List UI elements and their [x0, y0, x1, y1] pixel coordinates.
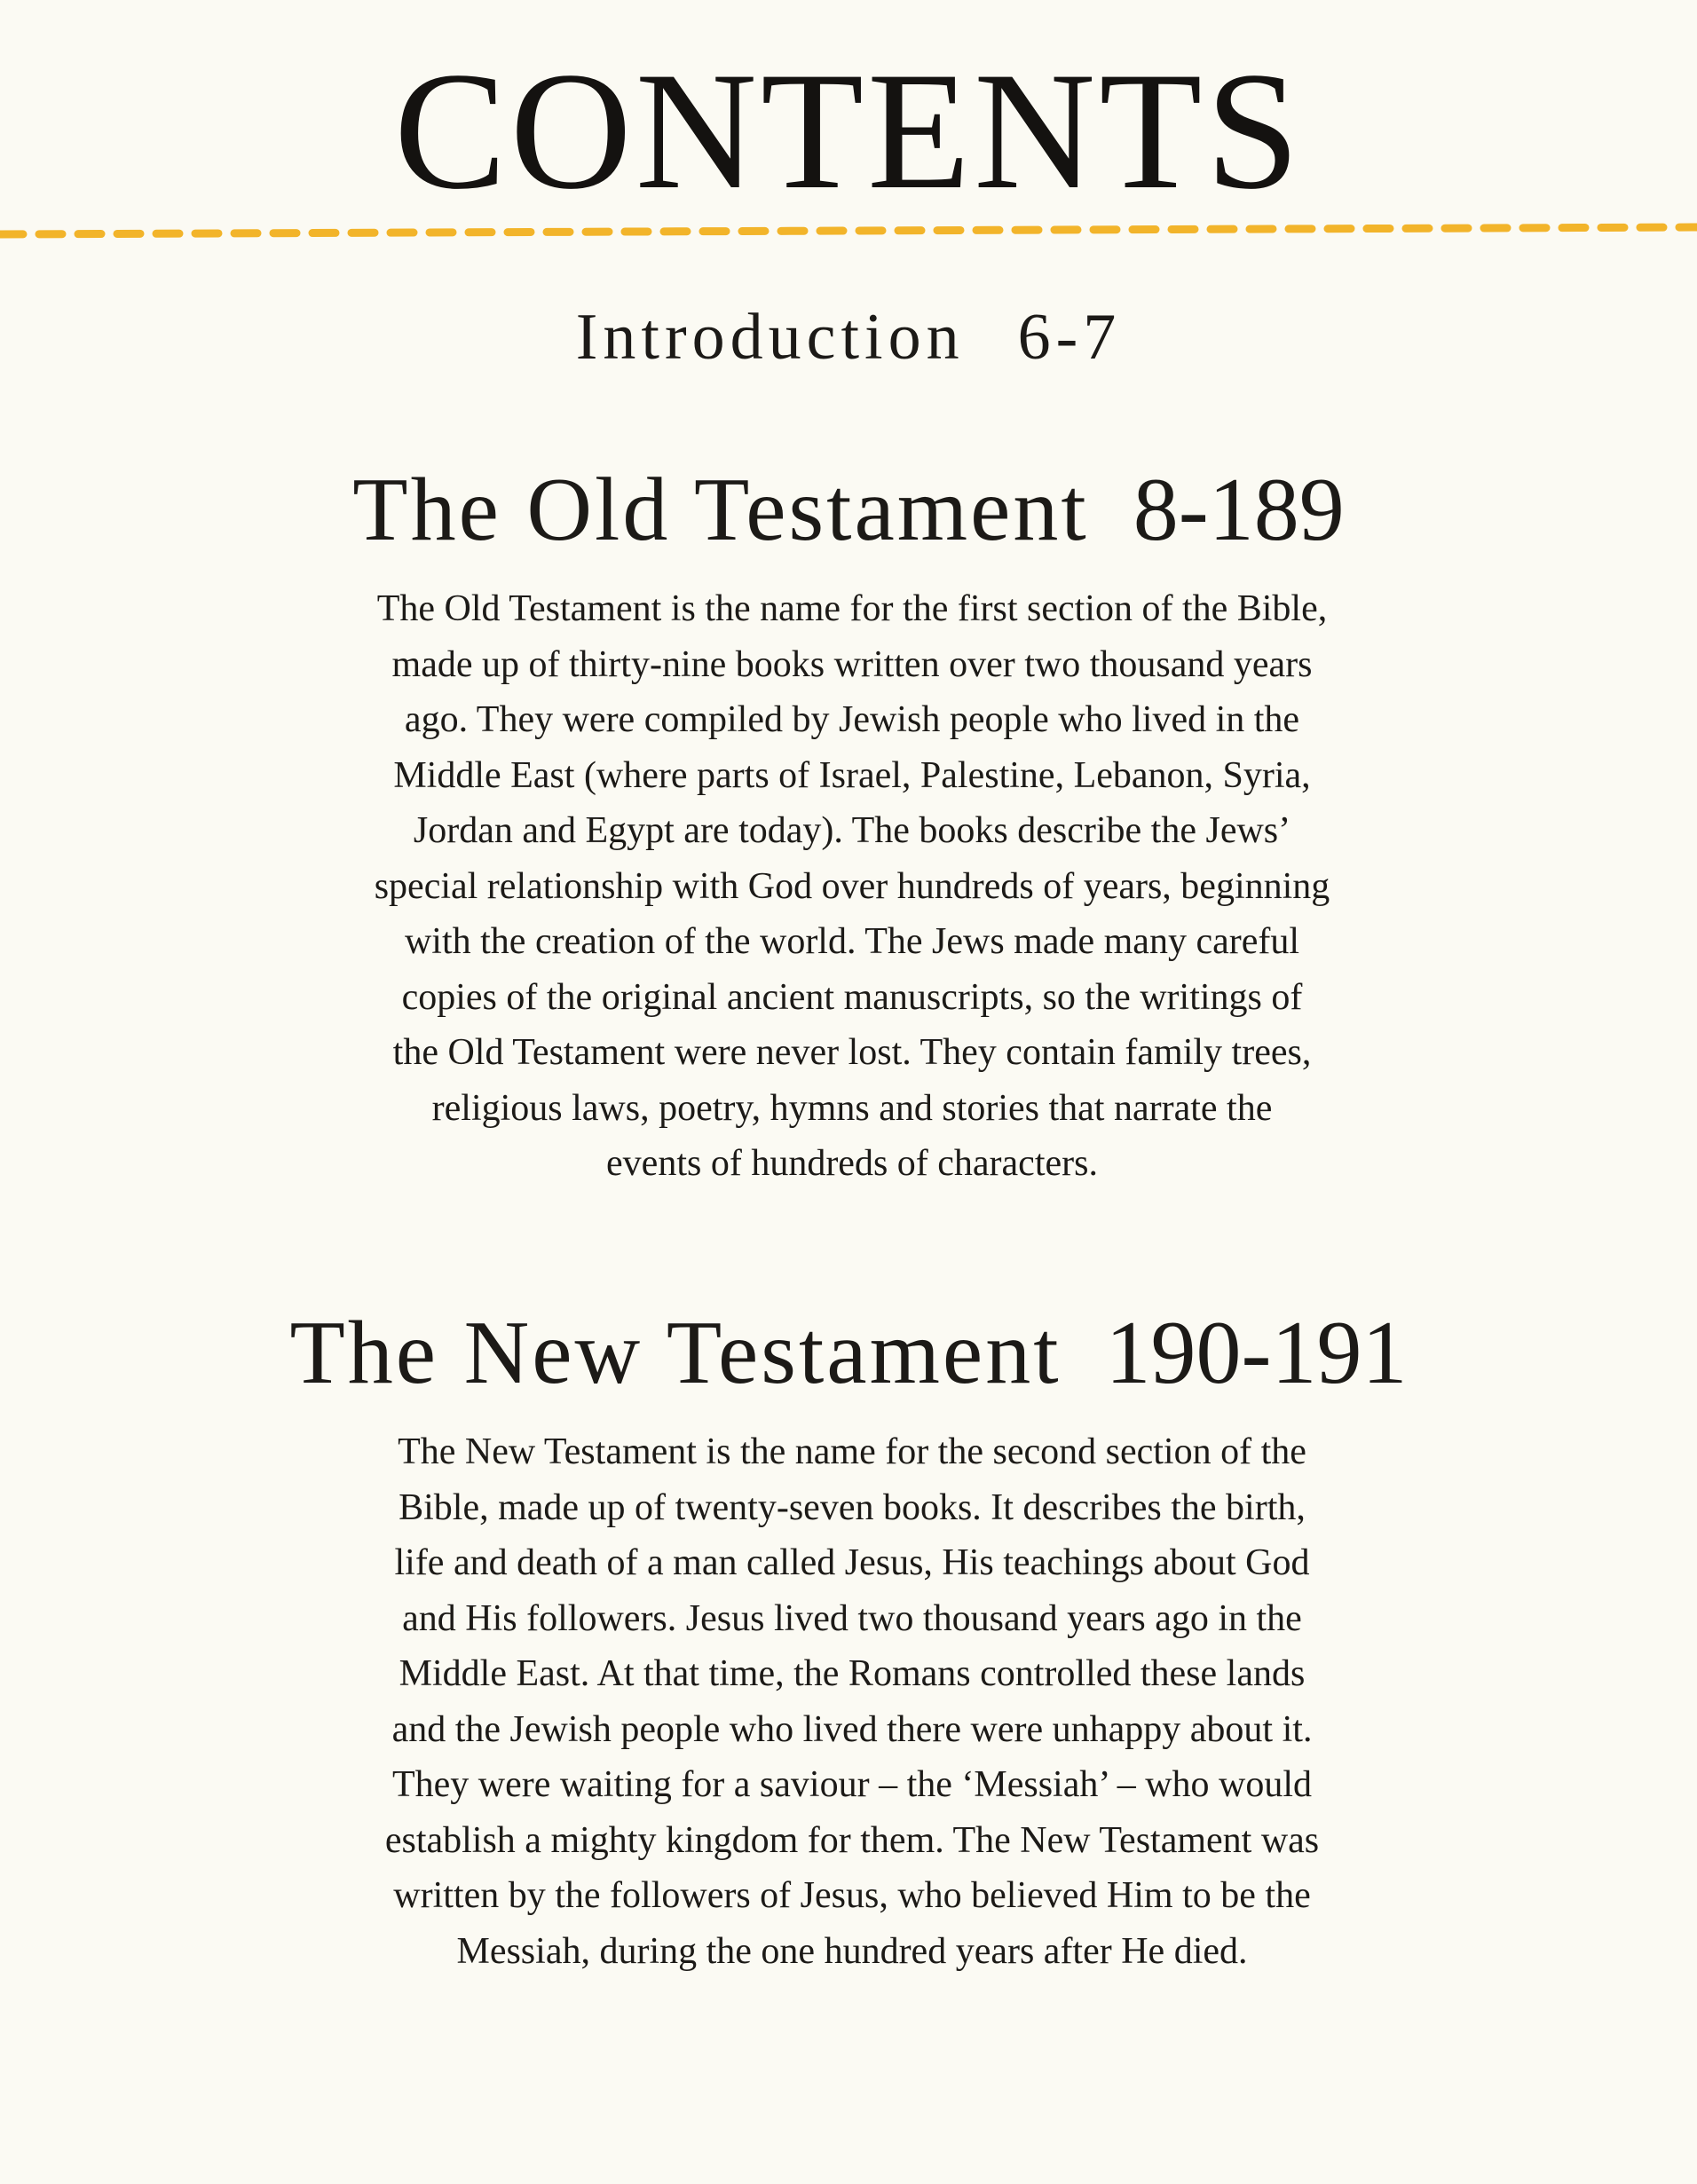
section-heading-pages: 190-191	[1105, 1303, 1408, 1403]
section-heading-label: The Old Testament	[352, 460, 1089, 560]
description-line: Messiah, during the one hundred years after He died.	[456, 1930, 1248, 1972]
toc-entry-new-testament[interactable]	[0, 1300, 1697, 1407]
toc-entry-old-testament[interactable]	[0, 457, 1697, 564]
description-line: and the Jewish people who lived there were unhappy about it.	[391, 1708, 1313, 1750]
page-title: CONTENTS	[393, 38, 1304, 225]
dashed-rule	[0, 213, 1697, 248]
description-line: Middle East. At that time, the Romans controlled these lands	[399, 1653, 1306, 1694]
description-line: written by the followers of Jesus, who believed Him to be the	[393, 1875, 1311, 1916]
new-testament-description	[266, 1424, 1438, 1979]
section-heading-pages: 8-189	[1133, 460, 1345, 560]
description-line: made up of thirty-nine books written over two thousand years	[391, 643, 1313, 685]
toc-entry-introduction[interactable]	[0, 297, 1697, 377]
description-line: with the creation of the world. The Jews made many careful	[404, 921, 1300, 962]
description-line: religious laws, poetry, hymns and stories that narrate the	[431, 1087, 1273, 1129]
section-heading-label: The New Testament	[289, 1303, 1062, 1403]
description-line: ago. They were compiled by Jewish people who lived in the	[404, 699, 1300, 740]
description-line: Middle East (where parts of Israel, Palestine, Lebanon, Syria,	[393, 754, 1311, 796]
description-line: copies of the original ancient manuscripts, so the writings of	[401, 976, 1303, 1018]
description-line: Jordan and Egypt are today). The books describe the Jews’	[413, 810, 1291, 851]
description-line: special relationship with God over hundreds of years, beginning	[374, 865, 1330, 907]
description-line: events of hundreds of characters.	[606, 1143, 1098, 1184]
description-line: the Old Testament were never lost. They contain family trees,	[392, 1032, 1312, 1073]
description-line: and His followers. Jesus lived two thousand years ago in the	[402, 1597, 1302, 1639]
description-line: They were waiting for a saviour – the ‘Messiah’ – who would	[391, 1764, 1313, 1805]
toc-entry-pages: 6-7	[1017, 301, 1122, 374]
description-line: life and death of a man called Jesus, His teachings about God	[394, 1542, 1310, 1583]
description-line: Bible, made up of twenty-seven books. It describes the birth,	[399, 1486, 1306, 1528]
description-line: The Old Testament is the name for the first section of the Bible,	[376, 588, 1328, 629]
description-line: The New Testament is the name for the second section of the	[398, 1431, 1306, 1472]
description-line: establish a mighty kingdom for them. The New Testament was	[384, 1819, 1320, 1861]
old-testament-description	[266, 581, 1438, 1192]
toc-entry-label: Introduction	[575, 301, 965, 374]
